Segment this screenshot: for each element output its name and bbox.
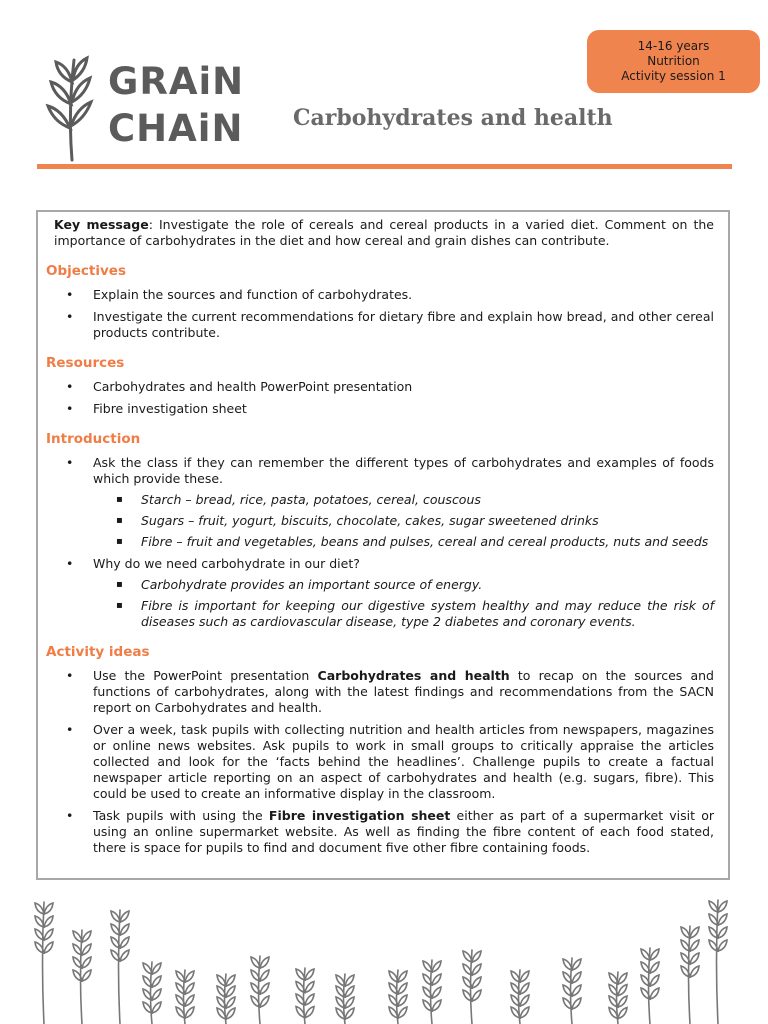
- wheat-stalk-icon: [111, 910, 129, 1024]
- intro-question-1: Ask the class if they can remember the different types of carbohydrates and examples of foods which provide these.: [93, 455, 714, 486]
- list-item: [54, 556, 714, 630]
- logo-line-2: CHAiN: [108, 107, 244, 150]
- list-item: • Carbohydrates and health PowerPoint presentation: [54, 379, 714, 395]
- wheat-stalk-icon: [73, 930, 91, 1024]
- wheat-stalk-icon: [681, 926, 699, 1024]
- list-item: • Investigate the current recommendations for dietary fibre and explain how bread, and other cereal products contribute.: [54, 309, 714, 341]
- key-message: [54, 217, 714, 249]
- objectives-heading: Objectives: [46, 263, 126, 279]
- wheat-stalk-icon: [251, 956, 269, 1024]
- wheat-stalk-icon: [609, 972, 627, 1024]
- wheat-stalk-icon: [35, 902, 53, 1024]
- activity-1-text-end: to recap on the sources and functions of carbohydrates, along with the latest findings and recommendations from the SACN report on Carbohydrates and health.: [93, 668, 714, 715]
- list-item: ▪ Carbohydrate provides an important source of energy.: [93, 577, 714, 593]
- key-message-text: : Investigate the role of cereals and cereal products in a varied diet. Comment on the importance of carbohydrates in the diet and how cereal and grain dishes can contribute.: [54, 217, 714, 248]
- wheat-stalk-icon: [709, 900, 727, 1024]
- activity-heading: Activity ideas: [46, 644, 150, 660]
- activity-3-text-end: either as part of a supermarket visit or using an online supermarket website. As well as finding the fibre content of each food stated, there is space for pupils to find and document five other fibre containing foods.: [93, 808, 714, 855]
- carbohydrate-types-list: [93, 492, 714, 550]
- wheat-stalk-icon: [143, 962, 161, 1024]
- activity-list: [54, 668, 714, 856]
- badge-session: Activity session 1: [621, 69, 726, 83]
- page-title: Carbohydrates and health: [293, 105, 613, 131]
- lesson-content: [46, 217, 714, 862]
- activity-1-resource: Carbohydrates and health: [317, 668, 510, 683]
- activity-3-text: Task pupils with using the: [93, 808, 269, 823]
- activity-3-resource: Fibre investigation sheet: [268, 808, 451, 823]
- list-item: [54, 808, 714, 856]
- list-item: ▪ Fibre is important for keeping our digestive system healthy and may reduce the risk of diseases such as cardiovascular disease, type 2 diabetes and coronary events.: [93, 598, 714, 630]
- introduction-heading: Introduction: [46, 431, 141, 447]
- list-item: • Over a week, task pupils with collecting nutrition and health articles from newspapers, magazines or online news websites. Ask pupils to work in small groups to critically appraise the articles collected and look for the ‘facts behind the headlines’. Challenge pupils to create a factual newspaper article reporting on an aspect of carbohydrates and health (e.g. sugars, fibre). This could be used to create an informative display in the classroom.: [54, 722, 714, 802]
- brand-logo: [108, 58, 258, 152]
- introduction-list: [54, 455, 714, 630]
- list-item: • Explain the sources and function of carbohydrates.: [54, 287, 714, 303]
- list-item: ▪ Sugars – fruit, yogurt, biscuits, chocolate, cakes, sugar sweetened drinks: [93, 513, 714, 529]
- badge-subject: Nutrition: [647, 54, 700, 68]
- resources-heading: Resources: [46, 355, 125, 371]
- wheat-stalk-icon: [217, 974, 235, 1024]
- wheat-stalk-icon: [563, 958, 581, 1024]
- key-message-label: Key message: [54, 217, 149, 232]
- intro-question-2: Why do we need carbohydrate in our diet?: [93, 556, 360, 571]
- objectives-list: [54, 287, 714, 341]
- list-item: ▪ Starch – bread, rice, pasta, potatoes, cereal, couscous: [93, 492, 714, 508]
- wheat-stalk-icon: [176, 970, 194, 1024]
- wheat-stalk-icon: [423, 960, 441, 1024]
- session-badge: [587, 30, 760, 93]
- wheat-stalk-icon: [296, 968, 314, 1024]
- wheat-stalks-decoration: [0, 890, 768, 1024]
- wheat-stalk-icon: [389, 970, 407, 1024]
- wheat-stalk-icon: [511, 970, 529, 1024]
- carbohydrate-reasons-list: [93, 577, 714, 630]
- list-item: • Fibre investigation sheet: [54, 401, 714, 417]
- activity-1-text: Use the PowerPoint presentation: [93, 668, 318, 683]
- header-divider: [37, 164, 732, 169]
- wheat-stalk-icon: [463, 950, 481, 1024]
- logo-line-1: GRAiN: [108, 60, 245, 103]
- wheat-stalk-icon: [641, 948, 659, 1024]
- list-item: ▪ Fibre – fruit and vegetables, beans and pulses, cereal and cereal products, nuts and seeds: [93, 534, 714, 550]
- resources-list: [54, 379, 714, 417]
- wheat-stalk-icon: [336, 974, 354, 1024]
- list-item: [54, 455, 714, 550]
- badge-age: 14-16 years: [637, 39, 710, 53]
- list-item: [54, 668, 714, 716]
